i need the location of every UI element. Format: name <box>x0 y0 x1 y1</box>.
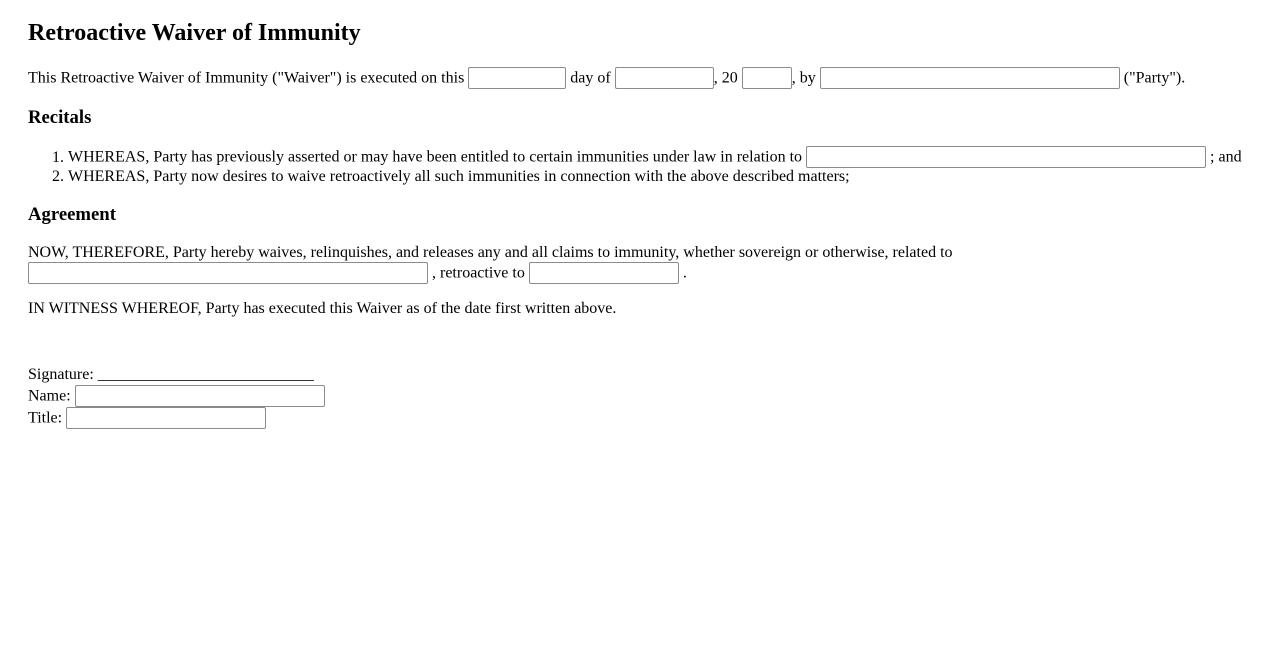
agreement-paragraph <box>28 244 1250 284</box>
intro-paragraph <box>28 67 1250 89</box>
immunity-matters-input[interactable] <box>806 146 1206 168</box>
intro-text-2: day of <box>570 69 611 87</box>
party-name-input[interactable] <box>820 67 1120 89</box>
recital-1-suffix: ; and <box>1210 148 1242 166</box>
title-label: Title: <box>28 409 63 427</box>
agreement-heading: Agreement <box>28 204 116 226</box>
recital-1-text: WHEREAS, Party has previously asserted or may have been entitled to certain immunities under law in relation to <box>68 148 803 166</box>
recital-item-1 <box>68 146 1250 168</box>
year-input[interactable] <box>742 67 792 89</box>
name-input[interactable] <box>75 385 325 407</box>
recital-item-2 <box>68 168 1250 186</box>
signature-label: Signature: <box>28 365 94 383</box>
agreement-text-3: . <box>682 264 687 282</box>
day-input[interactable] <box>468 67 566 89</box>
title-input[interactable] <box>66 407 266 429</box>
recitals-heading: Recitals <box>28 106 92 128</box>
name-label: Name: <box>28 387 71 405</box>
intro-text-3: , 20 <box>713 69 738 87</box>
signature-block <box>28 364 1250 429</box>
page-title: Retroactive Waiver of Immunity <box>28 20 361 46</box>
agreement-text-2: , retroactive to <box>432 264 525 282</box>
witness-paragraph: IN WITNESS WHEREOF, Party has executed this Waiver as of the date first written above. <box>28 299 617 317</box>
agreement-text-1: NOW, THEREFORE, Party hereby waives, relinquishes, and releases any and all claims to immunity, whether sovereign or otherwise, related to <box>28 243 953 261</box>
related-matters-input[interactable] <box>28 262 428 284</box>
month-input[interactable] <box>615 67 714 89</box>
intro-text-4: , by <box>791 69 816 87</box>
retroactive-date-input[interactable] <box>529 262 679 284</box>
signature-line: ___________________________ <box>97 365 314 383</box>
recital-2-text: WHEREAS, Party now desires to waive retroactively all such immunities in connection with the above described matters; <box>68 168 850 186</box>
intro-text-5: ("Party"). <box>1123 69 1186 87</box>
intro-text-1: This Retroactive Waiver of Immunity ("Waiver") is executed on this <box>28 69 465 87</box>
recitals-list <box>28 146 1250 186</box>
